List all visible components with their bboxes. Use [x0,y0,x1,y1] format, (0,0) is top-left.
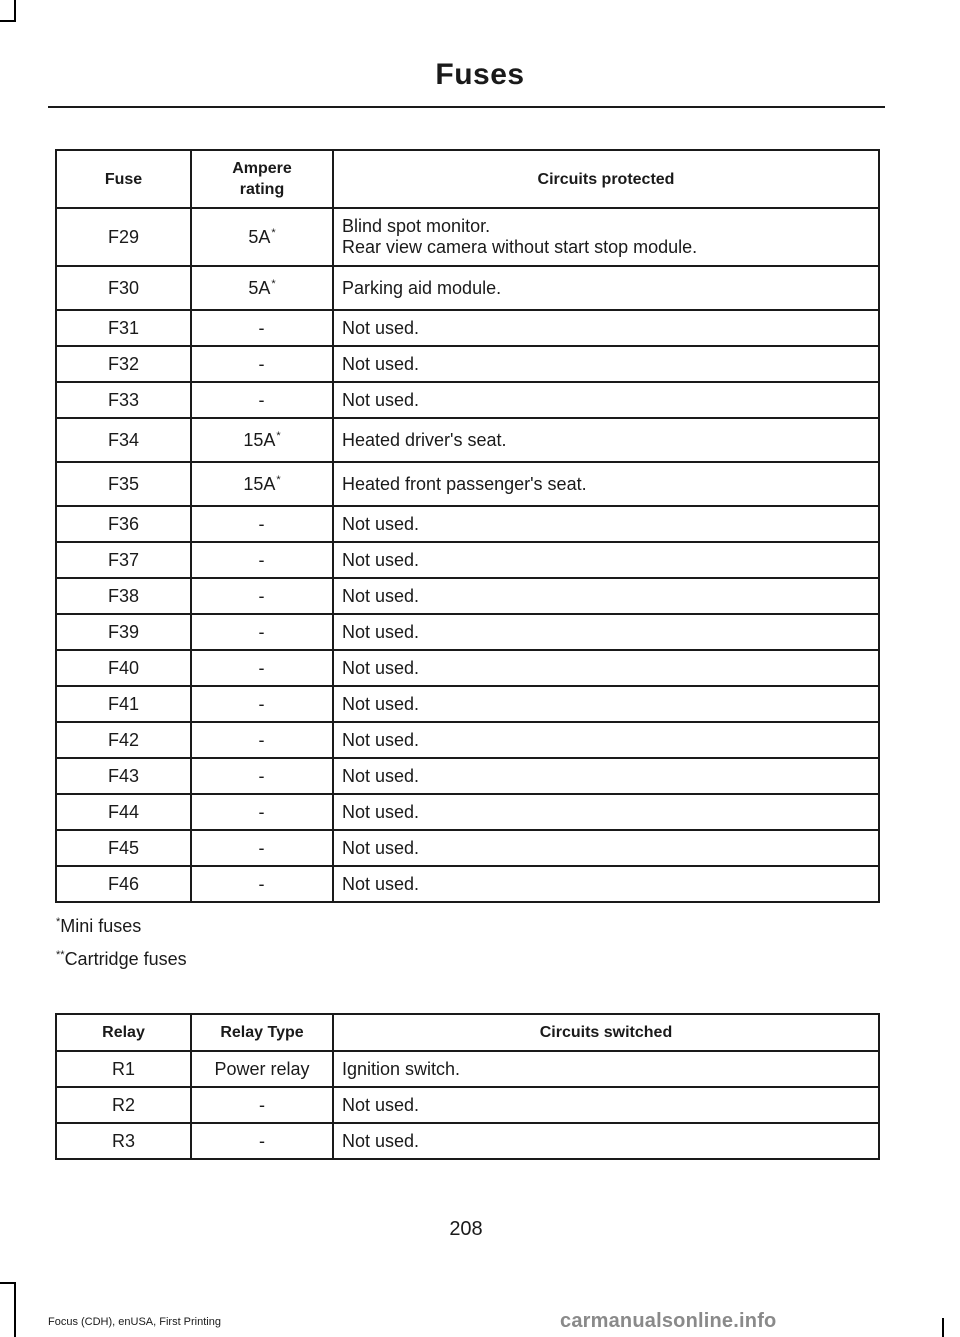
circuit-description: Heated front passenger's seat. [342,473,587,494]
footnote-mark: ** [56,949,65,961]
circuits-protected [333,418,879,462]
circuits-protected [333,758,879,794]
circuit-description: Not used. [342,353,420,374]
table-row [56,382,879,418]
ampere-rating [191,418,333,462]
fuse-id: F44 [56,794,191,830]
circuits-switched: Ignition switch. [333,1051,879,1087]
table-row [56,346,879,382]
ampere-rating [191,542,333,578]
circuits-protected [333,542,879,578]
footnote-mark: * [271,226,276,239]
ampere-rating [191,346,333,382]
page-number: 208 [449,1218,483,1240]
table-row [56,722,879,758]
watermark: carmanualsonline.info [560,1310,777,1332]
title-rule [48,106,885,108]
circuits-protected [333,506,879,542]
ampere-rating-value: 5A [248,226,271,247]
fuse-id: F38 [56,578,191,614]
ampere-rating-value: - [258,621,265,642]
ampere-rating [191,266,333,310]
relay-type: - [191,1087,333,1123]
ampere-rating-value: - [258,513,265,534]
crop-mark-bottom-right-v [942,1318,944,1337]
fuse-id: F43 [56,758,191,794]
fuse-id: F42 [56,722,191,758]
fuse-table-header-row [56,150,879,208]
circuits-protected [333,614,879,650]
table-row [56,208,879,266]
table-row [56,1123,879,1159]
ampere-rating [191,722,333,758]
circuit-description: Rear view camera without start stop module. [342,237,698,257]
fuse-id: F33 [56,382,191,418]
fuse-id: F29 [56,208,191,266]
circuit-description: Not used. [342,765,420,786]
circuit-description: Not used. [342,549,420,570]
column-header-ampere-rating-text: Ampere rating [232,160,292,198]
table-row [56,758,879,794]
circuits-protected [333,650,879,686]
column-header-circuits-switched: Circuits switched [333,1014,879,1051]
circuits-protected [333,208,879,266]
circuit-description: Parking aid module. [342,277,502,298]
column-header-fuse: Fuse [56,150,191,208]
ampere-rating [191,208,333,266]
ampere-rating [191,866,333,902]
ampere-rating [191,506,333,542]
ampere-rating-value: - [258,353,265,374]
circuit-description: Not used. [342,837,420,858]
ampere-rating-value: - [258,765,265,786]
table-row [56,830,879,866]
circuit-description: Not used. [342,657,420,678]
relay-table [55,1013,880,1160]
circuit-description: Not used. [342,693,420,714]
fuse-id: F46 [56,866,191,902]
table-row [56,578,879,614]
circuit-description: Not used. [342,585,420,606]
circuit-description: Heated driver's seat. [342,429,507,450]
fuse-id: F37 [56,542,191,578]
fuse-id: F35 [56,462,191,506]
circuit-description: Not used. [342,513,420,534]
circuit-description: Not used. [342,621,420,642]
ampere-rating [191,758,333,794]
footnote-mark: * [276,473,281,486]
table-row [56,650,879,686]
ampere-rating-value: - [258,801,265,822]
circuits-protected [333,722,879,758]
footnote-mark: * [271,277,276,290]
ampere-rating-value: - [258,317,265,338]
ampere-rating [191,382,333,418]
ampere-rating-value: 15A [243,429,276,450]
ampere-rating-value: 5A [248,277,271,298]
ampere-rating [191,686,333,722]
fuse-id: F34 [56,418,191,462]
table-row [56,310,879,346]
footnote-mini-fuses [55,916,141,937]
ampere-rating-value: 15A [243,473,276,494]
circuits-protected [333,310,879,346]
ampere-rating-value: - [258,549,265,570]
footnote-mark: * [276,429,281,442]
circuits-protected [333,866,879,902]
relay-id: R3 [56,1123,191,1159]
crop-mark-top-left-v [14,0,16,22]
crop-mark-bottom-left-v [14,1282,16,1337]
footnote-cartridge-fuses [55,949,187,970]
table-row [56,614,879,650]
ampere-rating [191,650,333,686]
table-row [56,1087,879,1123]
fuse-id: F45 [56,830,191,866]
ampere-rating-value: - [258,389,265,410]
footnote-text: Mini fuses [60,916,142,936]
circuit-description: Blind spot monitor. [342,216,491,236]
ampere-rating [191,830,333,866]
circuits-protected [333,794,879,830]
circuits-protected [333,266,879,310]
ampere-rating [191,614,333,650]
circuit-description: Not used. [342,801,420,822]
circuit-description: Not used. [342,729,420,750]
fuse-id: F32 [56,346,191,382]
fuse-id: F30 [56,266,191,310]
footnote-mark: * [56,916,61,928]
column-header-relay-type: Relay Type [191,1014,333,1051]
table-row [56,1051,879,1087]
circuits-protected [333,382,879,418]
relay-id: R1 [56,1051,191,1087]
page-title: Fuses [435,58,525,91]
circuits-protected [333,830,879,866]
fuse-id: F36 [56,506,191,542]
publication-line: Focus (CDH), enUSA, First Printing [48,1316,221,1328]
circuit-description: Not used. [342,389,420,410]
column-header-relay: Relay [56,1014,191,1051]
ampere-rating-value: - [258,729,265,750]
table-row [56,542,879,578]
table-row [56,462,879,506]
crop-mark-top-left-h [0,20,16,22]
fuse-id: F31 [56,310,191,346]
relay-type: - [191,1123,333,1159]
crop-mark-bottom-left-h [0,1282,16,1284]
ampere-rating [191,578,333,614]
circuits-switched: Not used. [333,1123,879,1159]
relay-id: R2 [56,1087,191,1123]
table-row [56,794,879,830]
ampere-rating [191,462,333,506]
relay-type: Power relay [191,1051,333,1087]
table-row [56,418,879,462]
circuits-protected [333,578,879,614]
fuse-id: F39 [56,614,191,650]
table-row [56,866,879,902]
footnote-text: Cartridge fuses [64,949,187,969]
fuse-id: F41 [56,686,191,722]
ampere-rating-value: - [258,837,265,858]
relay-table-body [56,1051,879,1159]
circuit-description: Not used. [342,317,420,338]
column-header-circuits-protected: Circuits protected [333,150,879,208]
table-row [56,266,879,310]
ampere-rating [191,310,333,346]
circuits-protected [333,346,879,382]
fuse-table-body [56,208,879,902]
table-row [56,686,879,722]
circuits-protected [333,462,879,506]
ampere-rating [191,794,333,830]
circuit-description: Not used. [342,873,420,894]
column-header-ampere-rating [191,150,333,208]
ampere-rating-value: - [258,657,265,678]
ampere-rating-value: - [258,693,265,714]
fuse-id: F40 [56,650,191,686]
relay-table-header-row [56,1014,879,1051]
circuits-switched: Not used. [333,1087,879,1123]
table-row [56,506,879,542]
fuse-table [55,149,880,903]
circuits-protected [333,686,879,722]
ampere-rating-value: - [258,585,265,606]
ampere-rating-value: - [258,873,265,894]
